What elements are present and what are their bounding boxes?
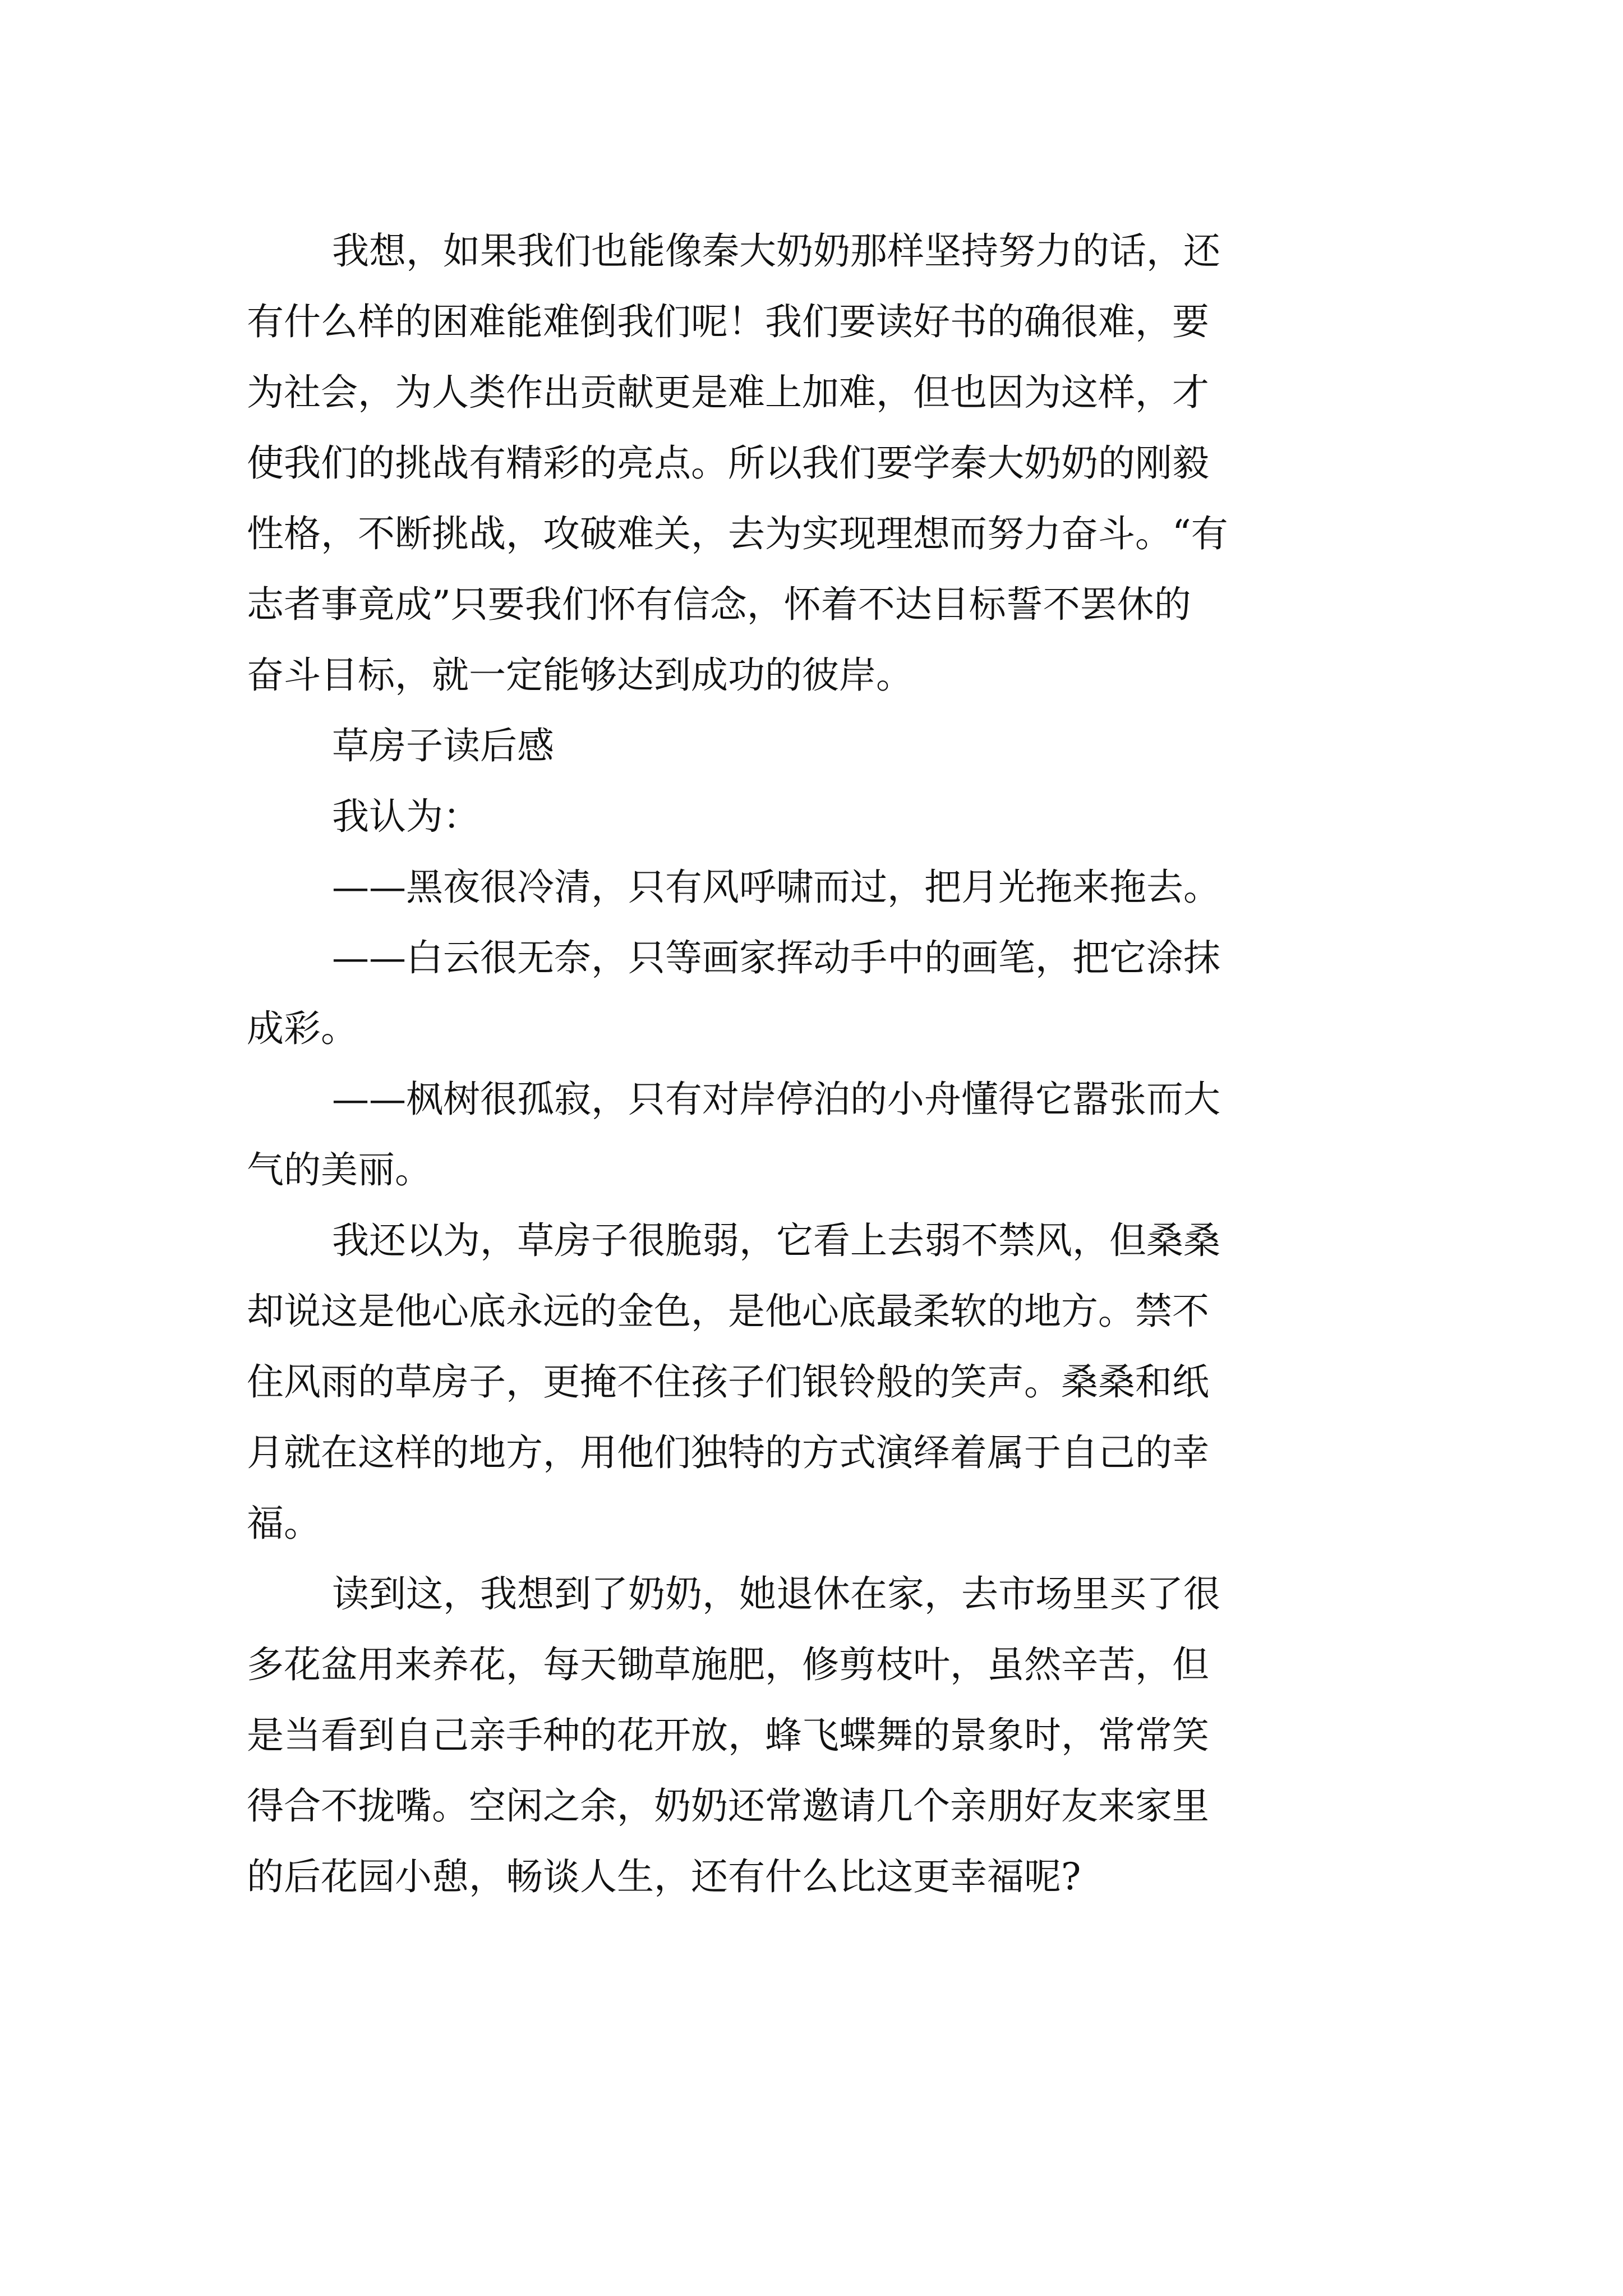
paragraph <box>247 1559 1385 1912</box>
text-line: 有什么样的困难能难倒我们呢！我们要读好书的确很难，要 <box>247 300 1209 343</box>
text-line: 住风雨的草房子，更掩不住孩子们银铃般的笑声。桑桑和纸 <box>247 1360 1209 1404</box>
text-line: 却说这是他心底永远的金色，是他心底最柔软的地方。禁不 <box>247 1290 1209 1333</box>
text-line: 的后花园小憩，畅谈人生，还有什么比这更幸福呢? <box>247 1855 1081 1898</box>
text-line: 性格，不断挑战，攻破难关，去为实现理想而努力奋斗。“有 <box>247 512 1228 555</box>
text-line: 奋斗目标，就一定能够达到成功的彼岸。 <box>247 654 913 697</box>
paragraph <box>247 1064 1385 1205</box>
text-line: 我还以为，草房子很脆弱，它看上去弱不禁风，但桑桑 <box>332 1219 1220 1262</box>
text-line: 是当看到自己亲手种的花开放，蜂飞蝶舞的景象时，常常笑 <box>247 1714 1209 1757</box>
text-line: 多花盆用来养花，每天锄草施肥，修剪枝叶，虽然辛苦，但 <box>247 1643 1209 1686</box>
paragraph <box>247 216 1385 711</box>
document-body <box>247 216 1385 1912</box>
text-line: 我想，如果我们也能像秦大奶奶那样坚持努力的话，还 <box>332 229 1220 273</box>
text-line: 我认为： <box>332 795 480 838</box>
text-line: 志者事竟成”只要我们怀有信念，怀着不达目标誓不罢休的 <box>247 583 1191 626</box>
paragraph <box>247 1205 1385 1559</box>
text-line: 得合不拢嘴。空闲之余，奶奶还常邀请几个亲朋好友来家里 <box>247 1784 1209 1828</box>
text-line: 气的美丽。 <box>247 1148 432 1191</box>
text-line: 读到这，我想到了奶奶，她退休在家，去市场里买了很 <box>332 1572 1220 1616</box>
paragraph <box>247 852 1385 923</box>
text-line: ——白云很无奈，只等画家挥动手中的画笔，把它涂抹 <box>332 936 1220 979</box>
text-line: ——枫树很孤寂，只有对岸停泊的小舟懂得它嚣张而大 <box>332 1078 1220 1121</box>
heading-line: 草房子读后感 <box>332 724 554 767</box>
text-line: 月就在这样的地方，用他们独特的方式演绎着属于自己的幸 <box>247 1431 1209 1474</box>
text-line: 成彩。 <box>247 1007 358 1050</box>
text-line: 福。 <box>247 1502 321 1545</box>
paragraph <box>247 923 1385 1064</box>
text-line: ——黑夜很冷清，只有风呼啸而过，把月光拖来拖去。 <box>332 866 1220 909</box>
section-heading <box>247 711 1385 781</box>
paragraph <box>247 781 1385 852</box>
text-line: 为社会，为人类作出贡献更是难上加难，但也因为这样，才 <box>247 371 1209 414</box>
text-line: 使我们的挑战有精彩的亮点。所以我们要学秦大奶奶的刚毅 <box>247 441 1209 485</box>
